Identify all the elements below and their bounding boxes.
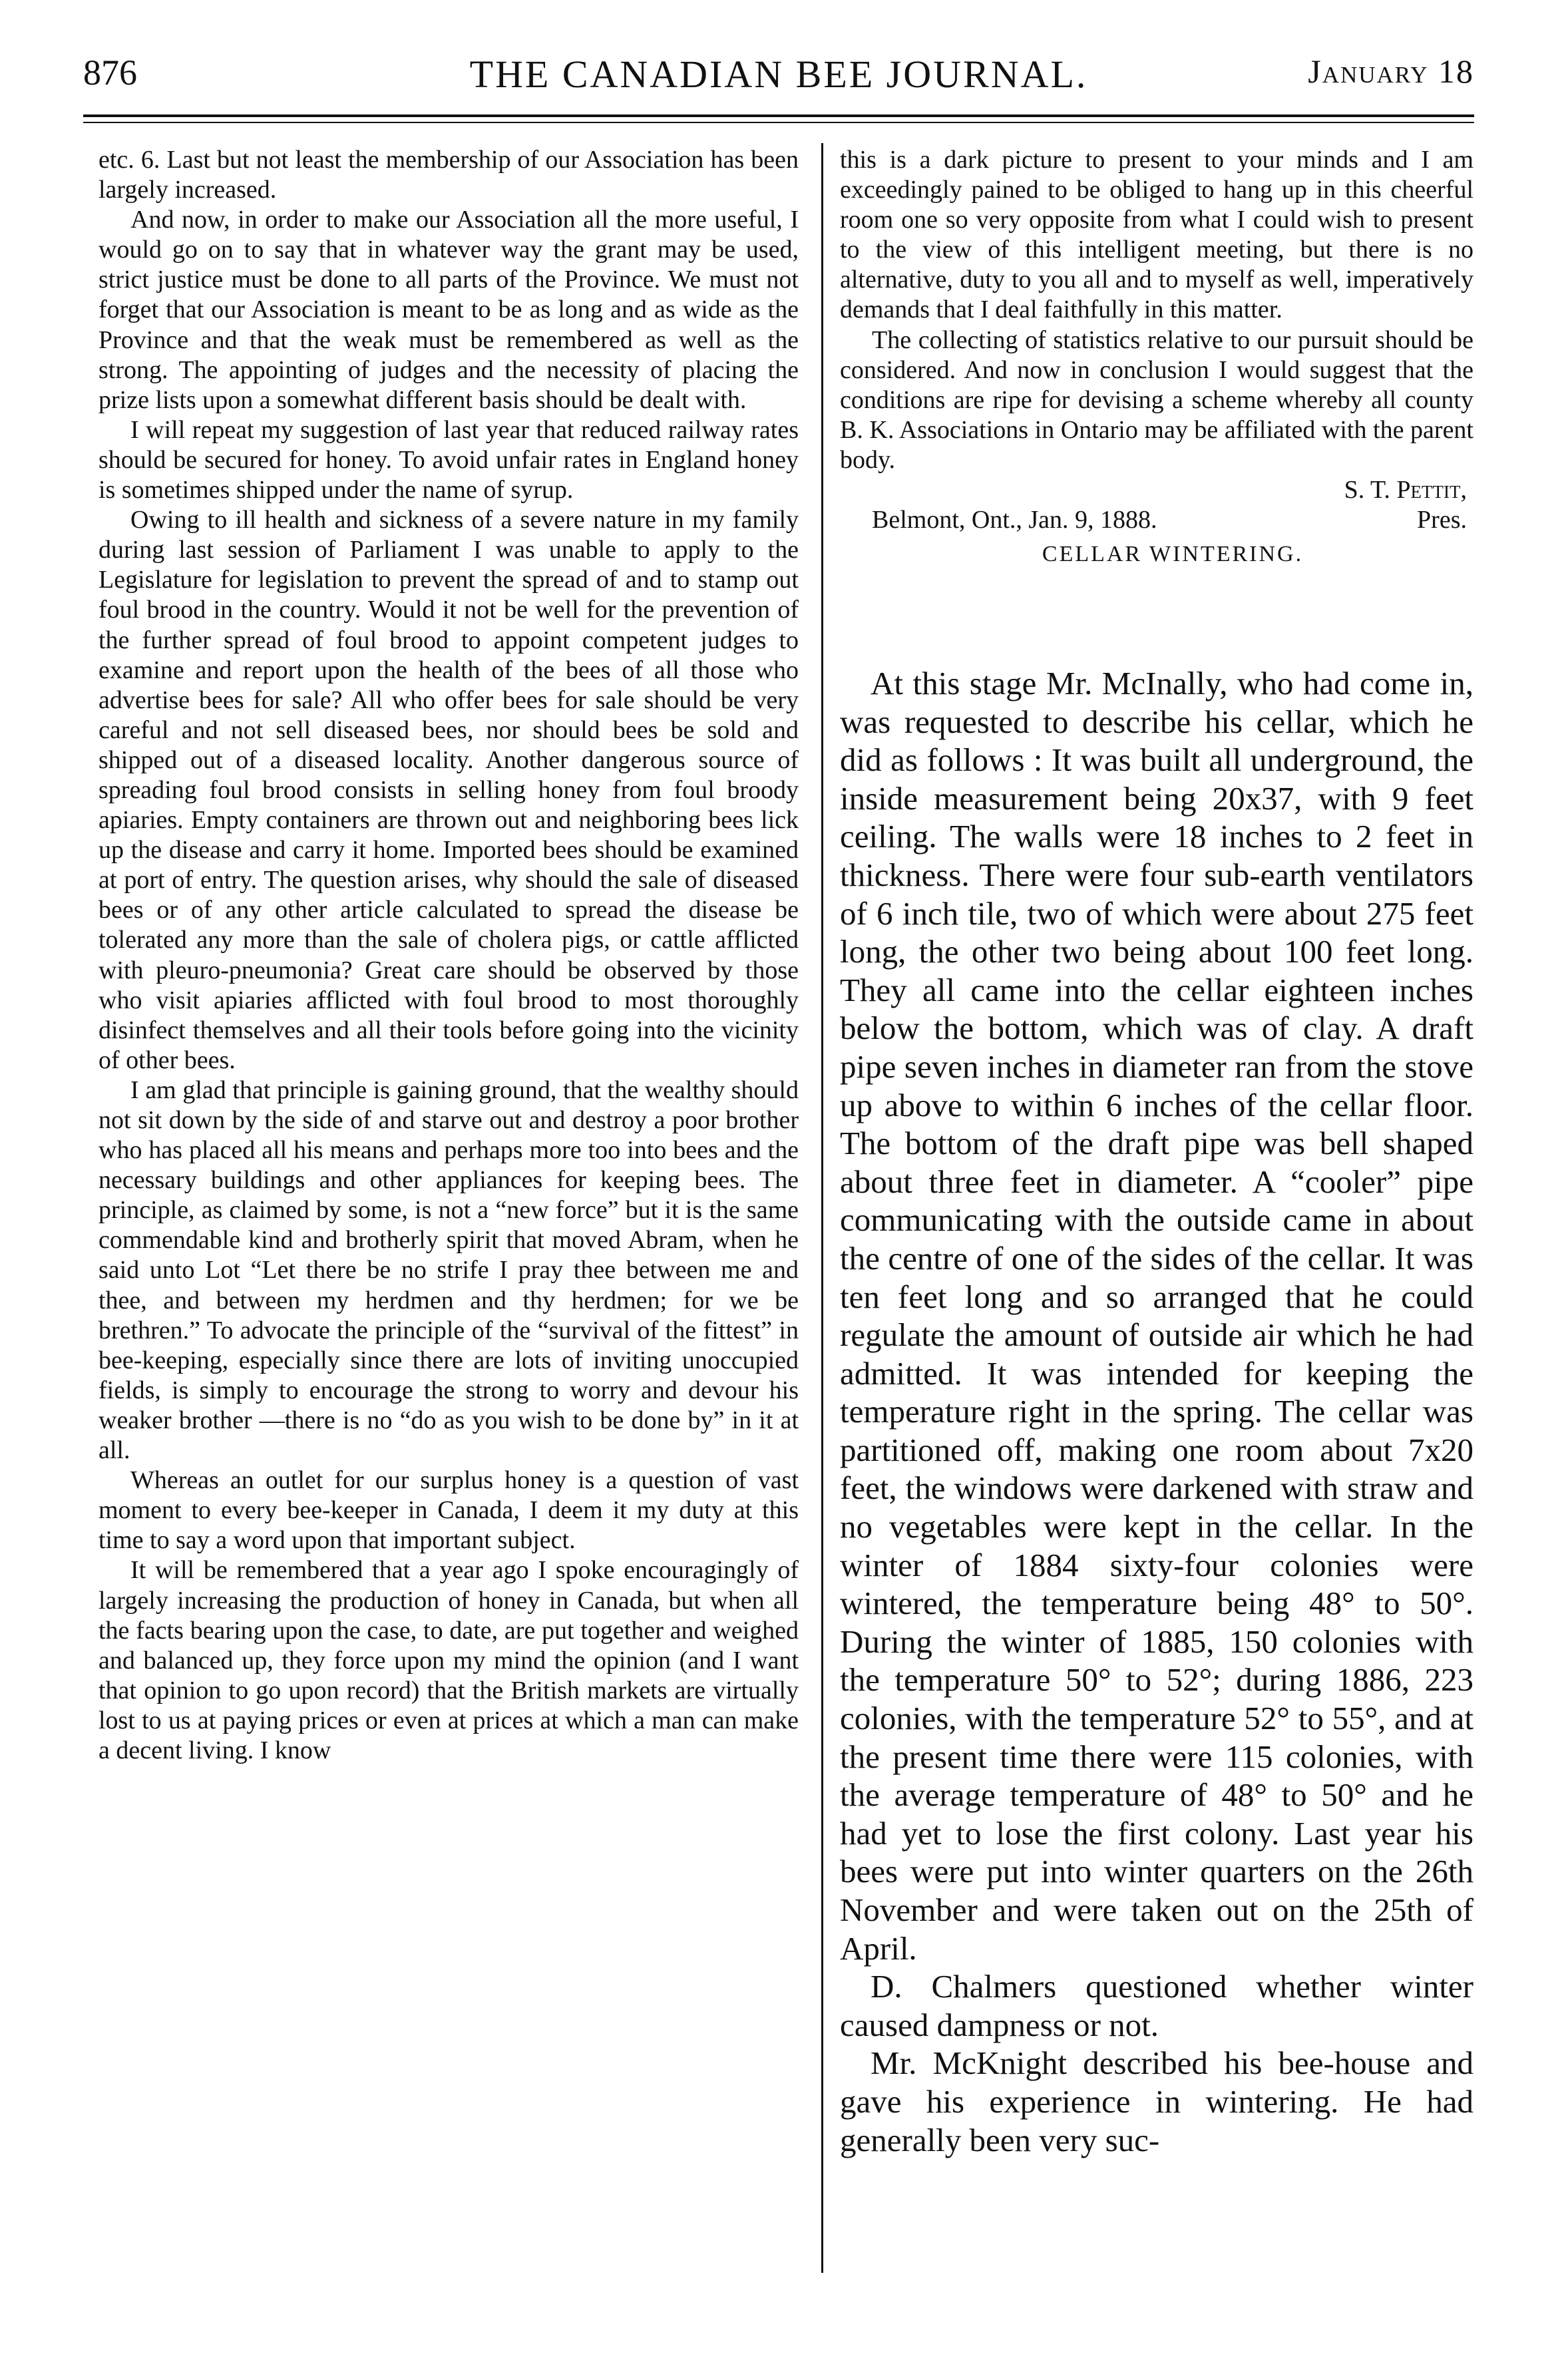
paragraph: Whereas an outlet for our surplus honey is a question of vast moment to every bee-keeper in Canada, I deem it my duty at this time to say a word upon that important subject. bbox=[98, 1466, 799, 1555]
signature-place-date: Belmont, Ont., Jan. 9, 1888. bbox=[872, 506, 1157, 534]
left-column bbox=[98, 145, 799, 1766]
paragraph: And now, in order to make our Association all the more useful, I would go on to say that in whatever way the grant may be used, strict justice must be done to all parts of the Province. We must not forget that our Association is meant to be as long and as wide as the Province and that the weak must be remembered as well as the strong. The appointing of judges and the necessity of placing the prize lists upon a somewhat different basis should be dealt with. bbox=[98, 206, 799, 414]
right-column-top bbox=[840, 145, 1473, 569]
signature-name bbox=[840, 475, 1473, 505]
paragraph: Mr. McKnight described his bee-house and gave his experience in wintering. He had generally been very suc- bbox=[840, 2045, 1473, 2158]
right-column-bottom bbox=[840, 664, 1473, 2159]
paragraph: I am glad that principle is gaining ground, that the wealthy should not sit down by the side of and starve out and destroy a poor brother who has placed all his means and perhaps more too into bees and the necessary buildings and other appliances for keeping bees. The principle, as claimed by some, is not a “new force” but it is the same commendable kind and brotherly spirit that moved Abram, when he said unto Lot “Let there be no strife I pray thee between me and thee, and between my herdmen and thy herdmen; for we be brethren.” To advocate the principle of the “survival of the fittest” in bee-keeping, especially since there are lots of inviting unoccupied fields, is simply to encourage the strong to worry and devour his weaker brother —there is no “do as you wish to be done by” in it at all. bbox=[98, 1076, 799, 1465]
paragraph: D. Chalmers questioned whether winter caused dampness or not. bbox=[840, 1968, 1473, 2043]
header-rule-thin bbox=[83, 122, 1474, 123]
paragraph: At this stage Mr. McInally, who had come in, was requested to describe his cellar, which he did as follows : It was built all underground, the inside measurement being 20x37, with 9 feet ceiling. The walls were 18 inches to 2 feet in thickness. There were four sub-earth ventilators of 6 inch tile, two of which were about 275 feet long, the other two being about 100 feet long. They all came into the cellar eighteen inches below the bottom, which was of clay. A draft pipe seven inches in diameter ran from the stove up above to within 6 inches of the cellar floor. The bottom of the draft pipe was bell shaped about three feet in diameter. A “cooler” pipe communicating with the outside came in about the centre of one of the sides of the cellar. It was ten feet long and so arranged that he could regulate the amount of outside air which he had admitted. It was intended for keeping the temperature right in the spring. The cellar was partitioned off, making one room about 7x20 feet, the windows were darkened with straw and no vegetables were kept in the cellar. In the winter of 1884 sixty-four colonies were wintered, the temperature being 48° to 50°. During the winter of 1885, 150 colonies with the temperature 50° to 52°; during 1886, 223 colonies, with the temperature 52° to 55°, and at the present time there were 115 colonies, with the average temperature of 48° to 50° and he had yet to lose the first colony. Last year his bees were put into winter quarters on the 26th November and were taken out on the 25th of April. bbox=[840, 665, 1473, 1967]
paragraph: The collecting of statistics relative to our pursuit should be considered. And now in conclusion I would suggest that the conditions are ripe for devising a scheme whereby all county B. K. Associations in Ontario may be affiliated with the parent body. bbox=[840, 325, 1473, 474]
signature-name-text: S. T. Pettit, bbox=[1344, 476, 1467, 504]
paragraph: Owing to ill health and sickness of a severe nature in my family during last session of Parliament I was unable to apply to the Legislature for legislation to prevent the spread of and to stamp out foul brood in the country. Would it not be well for the prevention of the further spread of foul brood to appoint competent judges to examine and report upon the health of the bees of all those who advertise bees for sale? All who offer bees for sale should be very careful and not sell diseased bees, nor should bees be sold and shipped out of a diseased locality. Another dangerous source of spreading foul brood consists in selling honey from foul broody apiaries. Empty containers are thrown out and neighboring bees lick up the disease and carry it home. Imported bees should be examined at port of entry. The question arises, why should the sale of diseased bees or of any other article calculated to spread the disease be tolerated any more than the sale of cholera pigs, or cattle afflicted with pleuro-pneumonia? Great care should be observed by those who visit apiaries afflicted with foul brood to most thoroughly disinfect themselves and all their tools before going into the vicinity of other bees. bbox=[98, 506, 799, 1074]
page-header bbox=[83, 52, 1474, 109]
paragraph: etc. 6. Last but not least the membership of our Association has been largely increased. bbox=[98, 146, 799, 204]
column-divider bbox=[821, 143, 823, 2273]
issue-date: January 18 bbox=[1308, 53, 1474, 90]
signature-title: Pres. bbox=[1417, 506, 1467, 534]
journal-title: THE CANADIAN BEE JOURNAL. bbox=[469, 53, 1088, 96]
header-rule-thick bbox=[83, 114, 1474, 117]
page-number: 876 bbox=[83, 53, 137, 93]
paragraph: this is a dark picture to present to your minds and I am exceedingly pained to be obliged to hang up in this cheerful room one so very opposite from what I could wish to present to the view of this intelligent meeting, but there is no alternative, duty to you all and to myself as well, imperatively demands that I deal faithfully in this matter. bbox=[840, 146, 1473, 324]
paragraph: It will be remembered that a year ago I spoke encouragingly of largely increasing the production of honey in Canada, but when all the facts bearing upon the case, to date, are put together and weighed and balanced up, they force upon my mind the opinion (and I want that opinion to go upon record) that the British markets are virtually lost to us at paying prices or even at prices at which a man can make a decent living. I know bbox=[98, 1556, 799, 1764]
signature-line bbox=[840, 505, 1473, 535]
paragraph: I will repeat my suggestion of last year that reduced railway rates should be secured for honey. To avoid unfair rates in England honey is sometimes shipped under the name of syrup. bbox=[98, 415, 799, 504]
section-heading: CELLAR WINTERING. bbox=[1042, 542, 1304, 567]
